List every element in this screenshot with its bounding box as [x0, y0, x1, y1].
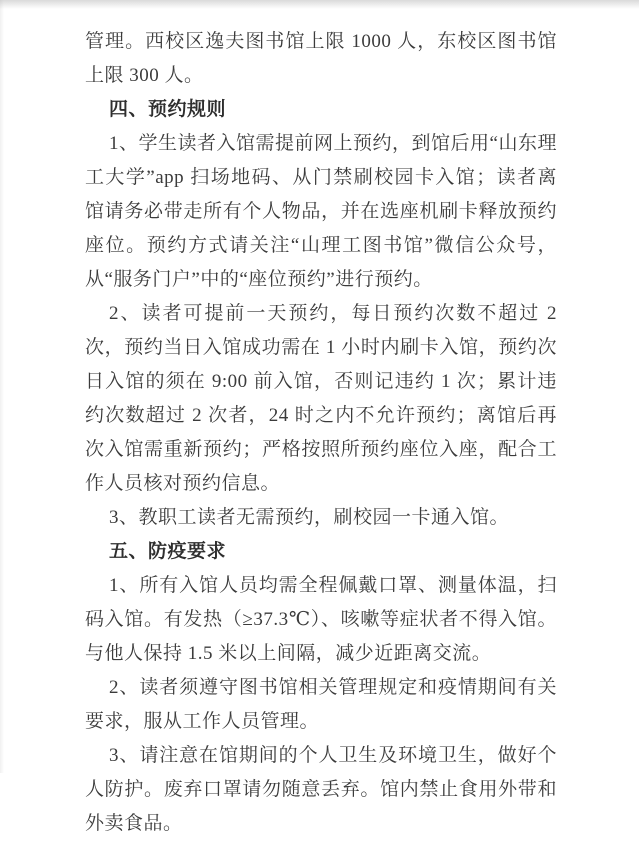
paragraph-obey-management: 2、读者须遵守图书馆相关管理规定和疫情期间有关要求，服从工作人员管理。: [85, 677, 557, 732]
section-heading-epidemic-requirements: 五、防疫要求: [109, 541, 227, 562]
paragraph-personal-hygiene: 3、请注意在馆期间的个人卫生及环境卫生，做好个人防护。废弃口罩请勿随意丢弃。馆内禁止食用外带和外卖食品。: [85, 745, 557, 834]
page-top-shade: [0, 0, 639, 9]
section-heading-reservation-rules: 四、预约规则: [109, 99, 227, 120]
paragraph-staff-entry: 3、教职工读者无需预约，刷校园一卡通入馆。: [109, 507, 510, 528]
page-left-shade: [0, 0, 4, 773]
paragraph-mask-temperature: 1、所有入馆人员均需全程佩戴口罩、测量体温，扫码入馆。有发热（≥37.3℃）、咳嗽等症状者不得入馆。与他人保持 1.5 米以上间隔，减少近距离交流。: [85, 575, 557, 664]
paragraph-student-reservation: 1、学生读者入馆需提前网上预约，到馆后用“山东理工大学”app 扫场地码、从门禁刷校园卡入馆；读者离馆请务必带走所有个人物品，并在选座机刷卡释放预约座位。预约方式请关注“山理工图书馆”微信公众号，从“服务门户”中的“座位预约”进行预约。: [85, 133, 557, 290]
paragraph-reservation-limits: 2、读者可提前一天预约，每日预约次数不超过 2 次，预约当日入馆成功需在 1 小时内刷卡入馆，预约次日入馆的须在 9:00 前入馆，否则记违约 1 次；累计违约次数超过 2 次者，24 时之内不允许预约；离馆后再次入馆需重新预约；严格按照所预约座位入座，配合工作人员核对预约信息。: [85, 303, 557, 494]
paragraph-capacity-overflow: 管理。西校区逸夫图书馆上限 1000 人，东校区图书馆上限 300 人。: [85, 31, 557, 86]
